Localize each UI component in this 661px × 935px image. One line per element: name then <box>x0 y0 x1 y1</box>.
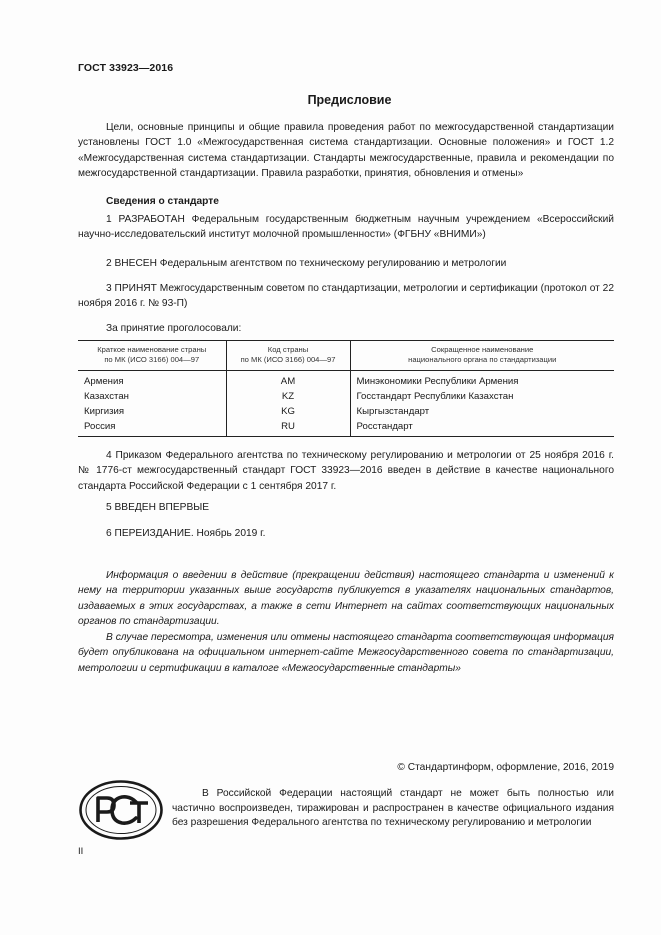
code-cell: AM <box>226 371 350 390</box>
table-row <box>78 389 614 404</box>
section-title: Сведения о стандарте <box>106 196 219 207</box>
code-cell: KG <box>226 404 350 419</box>
country-cell: Киргизия <box>84 406 125 417</box>
item-developed: 1 РАЗРАБОТАН Федеральным государственным бюджетным научным учреждением «Всероссийский научно-исследовательский институт молочной промышленности» (ФГБНУ «ВНИМИ») <box>78 214 614 241</box>
table-row <box>78 419 614 437</box>
country-cell: Армения <box>84 376 124 387</box>
notice-introduction: Информация о введении в действие (прекращении действия) настоящего стандарта и изменений к нему на территории указанных выше государств публикуется в указателях национальных стандартов, издаваемых в этих государствах, а также в сети Интернет на сайтах соответствующих национальных органов по стандартизации. <box>78 570 614 628</box>
item-introduced: 2 ВНЕСЕН Федеральным агентством по техническому регулированию и метрологии <box>106 258 507 269</box>
item-adopted: 3 ПРИНЯТ Межгосударственным советом по стандартизации, метрологии и сертификации (протокол от 22 ноября 2016 г. № 93-П) <box>78 283 614 310</box>
page-title: Предисловие <box>307 93 392 107</box>
body-cell: Минэкономики Республики Армения <box>350 371 614 390</box>
document-code: ГОСТ 33923—2016 <box>78 62 174 74</box>
table-row <box>78 404 614 419</box>
item-first-time: 5 ВВЕДЕН ВПЕРВЫЕ <box>106 502 210 513</box>
copyright-notice: © Стандартинформ, оформление, 2016, 2019 <box>397 762 614 773</box>
item-order: 4 Приказом Федерального агентства по техническому регулированию и метрологии от 25 ноября 2016 г. № 1776-ст межгосударственный стандарт ГОСТ 33923—2016 введен в действие в качестве национального стандарта Российской Федерации с 1 сентября 2017 г. <box>78 450 614 492</box>
table-row <box>78 371 614 390</box>
column-header-body: Сокращенное наименование национального органа по стандартизации <box>350 341 614 371</box>
code-cell: KZ <box>226 389 350 404</box>
body-cell: Кыргызстандарт <box>350 404 614 419</box>
page-number: II <box>78 846 84 857</box>
column-header-country: Краткое наименование страны по МК (ИСО 3166) 004—97 <box>78 341 226 371</box>
country-cell: Казахстан <box>84 391 129 402</box>
body-cell: Госстандарт Республики Казахстан <box>350 389 614 404</box>
rst-certification-mark-icon <box>78 779 164 841</box>
intro-paragraph: Цели, основные принципы и общие правила проведения работ по межгосударственной стандартизации установлены ГОСТ 1.0 «Межгосударственная система стандартизации. Основные положения» и ГОСТ 1.2 «Межгосударственная система стандартизации. Стандарты межгосударственные, правила и рекомендации по межгосударственной стандартизации. Правила разработки, принятия, обновления и отмены» <box>78 122 614 180</box>
column-header-code: Код страны по МК (ИСО 3166) 004—97 <box>226 341 350 371</box>
voted-label: За принятие проголосовали: <box>106 323 242 334</box>
rights-notice: В Российской Федерации настоящий стандарт не может быть полностью или частично воспроизведен, тиражирован и распространен в качестве официального издания без разрешения Федерального агентства по техническому регулированию и метрологии <box>172 788 614 829</box>
table-header-row <box>78 341 614 371</box>
country-cell: Россия <box>78 419 226 437</box>
item-reissue: 6 ПЕРЕИЗДАНИЕ. Ноябрь 2019 г. <box>106 528 266 539</box>
voting-table <box>78 340 614 437</box>
code-cell: RU <box>226 419 350 437</box>
body-cell: Росстандарт <box>350 419 614 437</box>
notice-revision: В случае пересмотра, изменения или отмены настоящего стандарта соответствующая информация будет опубликована на официальном интернет-сайте Межгосударственного совета по стандартизации, метрологии и сертификации в каталоге «Межгосударственные стандарты» <box>78 632 614 674</box>
